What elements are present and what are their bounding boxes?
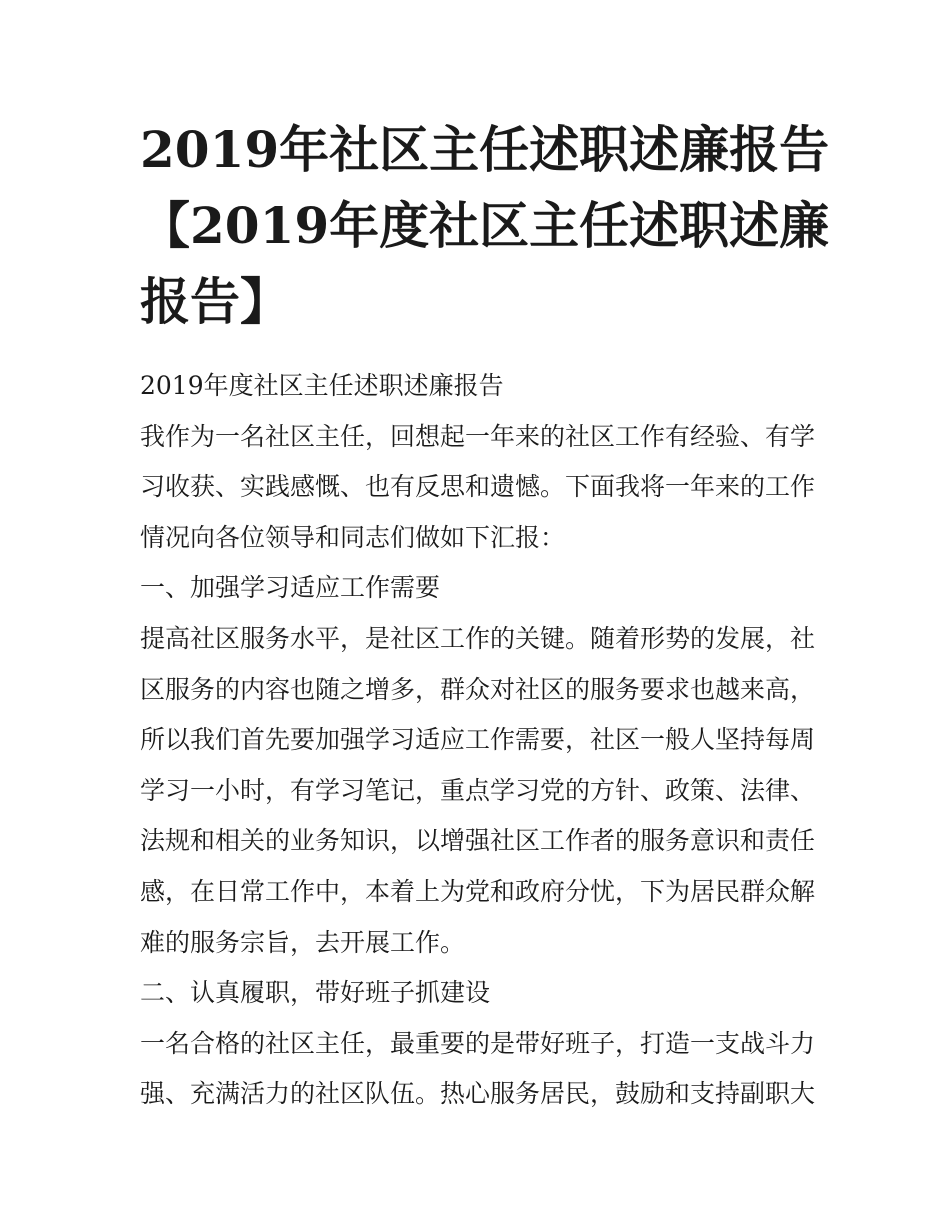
text-line: 情况向各位领导和同志们做如下汇报： [140,522,566,552]
body-paragraph [140,1019,816,1120]
section-heading [140,563,812,614]
document-body [140,361,816,1120]
text-line: 2019年度社区主任述职述廉报告 [140,371,504,400]
intro-paragraph [140,412,816,564]
title-line: 报告】 [140,272,290,331]
subtitle-paragraph [140,361,812,412]
text-line: 一名合格的社区主任，最重要的是带好班子，打造一支战斗力 [140,1028,816,1058]
section-heading [140,968,812,1019]
text-line: 强、充满活力的社区队伍。热心服务居民，鼓励和支持副职大 [140,1079,816,1109]
text-line: 所以我们首先要加强学习适应工作需要，社区一般人坚持每周 [140,725,816,755]
text-line: 提高社区服务水平，是社区工作的关键。随着形势的发展，社 [140,623,816,653]
text-line: 感，在日常工作中，本着上为党和政府分忧，下为居民群众解 [140,876,816,906]
text-line: 我作为一名社区主任，回想起一年来的社区工作有经验、有学 [140,421,816,451]
title-line: 【2019年度社区主任述职述廉 [140,196,830,255]
body-paragraph [140,614,816,968]
text-line: 难的服务宗旨，去开展工作。 [140,927,466,957]
title-line: 2019年社区主任述职述廉报告 [140,120,830,179]
text-line: 学习一小时，有学习笔记，重点学习党的方针、政策、法律、 [140,775,816,805]
text-line: 习收获、实践感慨、也有反思和遗憾。下面我将一年来的工作 [140,472,816,502]
text-line: 区服务的内容也随之增多，群众对社区的服务要求也越来高， [140,674,816,704]
text-line: 二、认真履职，带好班子抓建设 [140,978,491,1008]
document-title [140,112,830,340]
text-line: 一、加强学习适应工作需要 [140,573,441,603]
text-line: 法规和相关的业务知识，以增强社区工作者的服务意识和责任 [140,826,816,856]
